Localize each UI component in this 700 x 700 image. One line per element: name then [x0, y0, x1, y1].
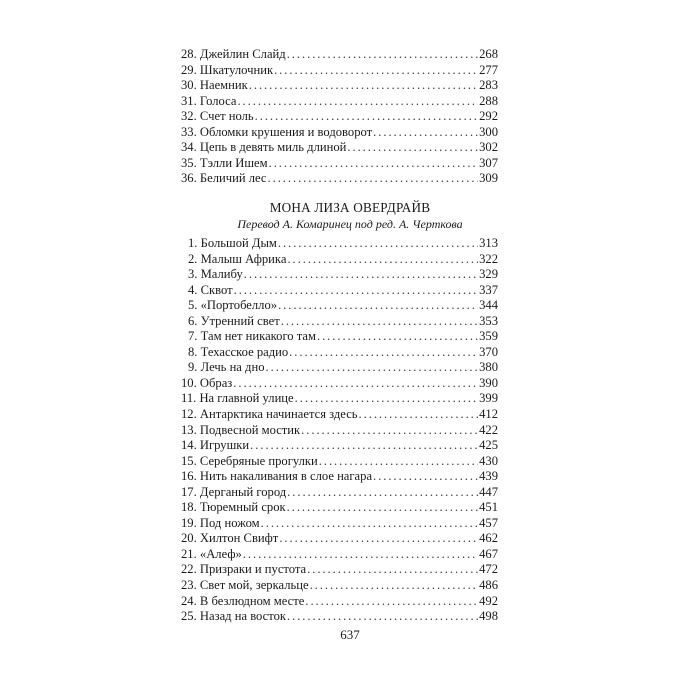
toc-entry-page: 447	[479, 484, 498, 499]
toc-entry-number: 28.	[181, 47, 197, 61]
toc-entry	[181, 360, 498, 376]
toc-entry-text: Свет мой, зеркальце	[199, 578, 309, 593]
toc-entry-title	[181, 314, 280, 330]
toc-entry	[181, 594, 498, 610]
dot-leader	[289, 345, 478, 361]
toc-entry	[181, 438, 498, 454]
toc-entry-page: 412	[479, 407, 498, 422]
dot-leader	[250, 438, 478, 454]
dot-leader	[234, 283, 478, 299]
dot-leader	[279, 531, 478, 547]
toc-entry	[181, 345, 498, 361]
toc-entry	[181, 63, 498, 79]
dot-leader	[359, 407, 479, 423]
toc-entry	[181, 267, 498, 283]
toc-entry-text: «Портобелло»	[200, 298, 278, 313]
dot-leader	[287, 609, 478, 625]
toc-entry-number: 10.	[181, 375, 197, 390]
toc-entry-page: 457	[479, 515, 498, 530]
toc-entry-number: 7.	[188, 329, 198, 344]
toc-entry-title	[181, 485, 286, 501]
toc-entry-title	[181, 531, 278, 547]
dot-leader	[268, 171, 479, 187]
toc-entry	[181, 391, 498, 407]
dot-leader	[281, 314, 478, 330]
toc-entry-page: 283	[479, 78, 498, 93]
toc-entry-page: 498	[479, 609, 498, 624]
toc-entry-text: Дерганый город	[199, 484, 287, 499]
toc-entry-number: 13.	[181, 422, 197, 437]
toc-entry-page: 370	[479, 344, 498, 359]
toc-entry-title	[181, 407, 358, 423]
toc-entry-title	[181, 360, 265, 376]
toc-entry-page: 292	[479, 109, 498, 124]
toc-entry-number: 29.	[181, 62, 197, 77]
dot-leader	[287, 500, 478, 516]
toc-entry	[181, 125, 498, 141]
toc-entry-page: 300	[479, 124, 498, 139]
toc-entry-page: 344	[479, 298, 498, 313]
toc-entry-title	[181, 423, 300, 439]
toc-entry	[181, 454, 498, 470]
toc-entry-title	[181, 156, 268, 172]
toc-entry	[181, 78, 498, 94]
dot-leader	[287, 47, 478, 63]
toc-entry-page: 430	[479, 453, 498, 468]
dot-leader	[244, 267, 478, 283]
dot-leader	[301, 423, 478, 439]
toc-entry-title	[181, 500, 286, 516]
toc-entry	[181, 423, 498, 439]
toc-entry-title	[181, 345, 288, 361]
toc-entry-page: 467	[479, 546, 498, 561]
toc-entry-title	[181, 63, 273, 79]
dot-leader	[266, 360, 479, 376]
toc-entry-text: Серебряные прогулки	[199, 453, 318, 468]
toc-entry-text: Антарктика начинается здесь	[199, 407, 358, 422]
toc-entry-title	[181, 609, 286, 625]
toc-entry-title	[181, 267, 243, 283]
toc-entry-number: 2.	[188, 251, 198, 266]
toc-entry-page: 399	[479, 391, 498, 406]
toc-entry-title	[181, 140, 346, 156]
dot-leader	[373, 125, 478, 141]
toc-entry	[181, 314, 498, 330]
toc-entry	[181, 298, 498, 314]
toc-entry-title	[181, 47, 286, 63]
toc-entry-text: Образ	[199, 375, 233, 390]
dot-leader	[307, 562, 478, 578]
dot-leader	[287, 485, 478, 501]
dot-leader	[347, 140, 478, 156]
toc-entry-number: 6.	[188, 313, 198, 328]
toc-entry-page: 322	[479, 251, 498, 266]
toc-entry-number: 14.	[181, 438, 197, 453]
toc-entry-page: 486	[479, 578, 498, 593]
toc-entry-number: 20.	[181, 531, 197, 546]
dot-leader	[278, 236, 478, 252]
toc-entry-text: Нить накаливания в слое нагара	[199, 469, 373, 484]
toc-previous-section	[181, 47, 498, 187]
toc-entry-text: «Алеф»	[199, 546, 242, 561]
toc-entry-title	[181, 562, 306, 578]
dot-leader	[310, 578, 479, 594]
toc-entry-number: 15.	[181, 453, 197, 468]
dot-leader	[249, 78, 478, 94]
dot-leader	[278, 298, 478, 314]
toc-entry-title	[181, 252, 286, 268]
toc-entry-title	[181, 94, 236, 110]
toc-entry-number: 36.	[181, 171, 197, 186]
toc-entry-text: Лечь на дно	[200, 360, 265, 375]
toc-entry-text: Шкатулочник	[199, 62, 274, 77]
toc-entry-page: 472	[479, 562, 498, 577]
toc-entry	[181, 609, 498, 625]
toc-entry-text: Малибу	[200, 267, 243, 282]
toc-entry-text: Игрушки	[199, 438, 250, 453]
toc-entry-title	[181, 78, 248, 94]
dot-leader	[269, 156, 479, 172]
dot-leader	[317, 329, 478, 345]
page-number: 637	[340, 627, 360, 642]
toc-entry-text: Назад на восток	[199, 609, 287, 624]
toc-entry	[181, 578, 498, 594]
dot-leader	[319, 454, 478, 470]
toc-entry	[181, 516, 498, 532]
toc-entry	[181, 47, 498, 63]
toc-entry-title	[181, 547, 242, 563]
dot-leader	[274, 63, 478, 79]
toc-entry-text: Малыш Африка	[200, 251, 287, 266]
dot-leader	[295, 391, 478, 407]
toc-entry-title	[181, 329, 316, 345]
toc-entry-page: 492	[479, 593, 498, 608]
toc-entry-number: 23.	[181, 578, 197, 593]
section-translator-credit: Перевод А. Комаринец под ред. А. Черткова	[237, 217, 463, 231]
toc-entry-title	[181, 516, 260, 532]
toc-entry-page: 277	[479, 62, 498, 77]
toc-entry-number: 24.	[181, 593, 197, 608]
toc-entry-text: Большой Дым	[200, 236, 277, 250]
toc-entry-title	[181, 578, 309, 594]
toc-entry-page: 359	[479, 329, 498, 344]
dot-leader	[237, 94, 478, 110]
toc-entry-text: Техасское радио	[200, 344, 289, 359]
toc-entry-title	[181, 125, 372, 141]
toc-entry	[181, 500, 498, 516]
toc-entry-number: 9.	[188, 360, 198, 375]
toc-entry-number: 31.	[181, 93, 197, 108]
toc-entry-title	[181, 298, 277, 314]
toc-entry	[181, 531, 498, 547]
toc-entry-number: 5.	[188, 298, 198, 313]
toc-entry-page: 390	[479, 375, 498, 390]
toc-entry-title	[181, 391, 294, 407]
toc-entry-text: Наемник	[199, 78, 248, 93]
toc-entry-page: 268	[479, 47, 498, 61]
toc-entry-title	[181, 594, 304, 610]
toc-mona-lisa-overdrive	[181, 236, 498, 625]
toc-entry-text: Подвесной мостик	[199, 422, 301, 437]
toc-entry	[181, 547, 498, 563]
dot-leader	[305, 594, 478, 610]
toc-entry-number: 30.	[181, 78, 197, 93]
toc-entry	[181, 140, 498, 156]
dot-leader	[261, 516, 478, 532]
toc-entry-number: 8.	[188, 344, 198, 359]
toc-entry-text: Цепь в девять миль длиной	[199, 140, 347, 155]
toc-entry-text: Там нет никакого там	[200, 329, 316, 344]
toc-entry-text: Призраки и пустота	[199, 562, 307, 577]
toc-entry-page: 288	[479, 93, 498, 108]
toc-entry-text: Счет ноль	[199, 109, 254, 124]
toc-entry-number: 19.	[181, 515, 197, 530]
toc-entry-text: Сквот	[200, 282, 233, 297]
toc-entry-title	[181, 469, 372, 485]
toc-entry-text: Хилтон Свифт	[199, 531, 279, 546]
toc-entry	[181, 252, 498, 268]
toc-entry	[181, 283, 498, 299]
toc-entry-text: Джейлин Слайд	[199, 47, 286, 61]
toc-entry-title	[181, 171, 267, 187]
toc-entry-page: 329	[479, 267, 498, 282]
toc-entry-number: 12.	[181, 407, 197, 422]
toc-entry	[181, 94, 498, 110]
toc-entry	[181, 236, 498, 252]
toc-entry-number: 16.	[181, 469, 197, 484]
toc-entry-page: 451	[479, 500, 498, 515]
toc-entry-number: 33.	[181, 124, 197, 139]
toc-entry-page: 422	[479, 422, 498, 437]
toc-entry	[181, 485, 498, 501]
toc-entry-title	[181, 438, 249, 454]
toc-entry-number: 21.	[181, 546, 197, 561]
toc-entry-title	[181, 109, 254, 125]
toc-entry-page: 309	[479, 171, 498, 186]
toc-entry-page: 313	[479, 236, 498, 250]
toc-entry-title	[181, 454, 318, 470]
toc-entry-number: 11.	[181, 391, 197, 406]
toc-entry-text: Под ножом	[199, 515, 260, 530]
toc-entry-page: 353	[479, 313, 498, 328]
toc-entry-title	[181, 376, 232, 392]
dot-leader	[287, 252, 478, 268]
toc-entry-number: 18.	[181, 500, 197, 515]
toc-entry-number: 22.	[181, 562, 197, 577]
toc-entry	[181, 469, 498, 485]
toc-entry-page: 307	[479, 155, 498, 170]
dot-leader	[255, 109, 478, 125]
toc-entry	[181, 407, 498, 423]
toc-entry-text: Утренний свет	[200, 313, 280, 328]
toc-entry-number: 35.	[181, 155, 197, 170]
dot-leader	[243, 547, 478, 563]
dot-leader	[233, 376, 478, 392]
toc-entry-text: Тюремный срок	[199, 500, 286, 515]
toc-entry-page: 425	[479, 438, 498, 453]
toc-entry-text: Беличий лес	[199, 171, 267, 186]
toc-entry-number: 32.	[181, 109, 197, 124]
toc-entry	[181, 329, 498, 345]
toc-entry-number: 34.	[181, 140, 197, 155]
section-title: МОНА ЛИЗА ОВЕРДРАЙВ	[269, 200, 431, 215]
toc-entry-text: В безлюдном месте	[199, 593, 305, 608]
toc-entry	[181, 376, 498, 392]
toc-entry-number: 25.	[181, 609, 197, 624]
toc-entry-page: 462	[479, 531, 498, 546]
dot-leader	[373, 469, 478, 485]
toc-entry-number: 17.	[181, 484, 197, 499]
toc-entry-page: 439	[479, 469, 498, 484]
toc-entry-text: Обломки крушения и водоворот	[199, 124, 373, 139]
toc-entry-page: 380	[479, 360, 498, 375]
toc-entry-title	[181, 283, 233, 299]
toc-entry-text: На главной улице	[199, 391, 294, 406]
toc-entry-text: Тэлли Ишем	[199, 155, 268, 170]
toc-entry-number: 4.	[188, 282, 198, 297]
toc-entry	[181, 109, 498, 125]
toc-entry-number: 3.	[188, 267, 198, 282]
toc-entry-number: 1.	[188, 236, 198, 250]
toc-entry-title	[181, 236, 277, 252]
toc-entry-text: Голоса	[199, 93, 237, 108]
toc-entry	[181, 562, 498, 578]
toc-entry	[181, 156, 498, 172]
toc-entry-page: 302	[479, 140, 498, 155]
toc-entry	[181, 171, 498, 187]
toc-entry-page: 337	[479, 282, 498, 297]
